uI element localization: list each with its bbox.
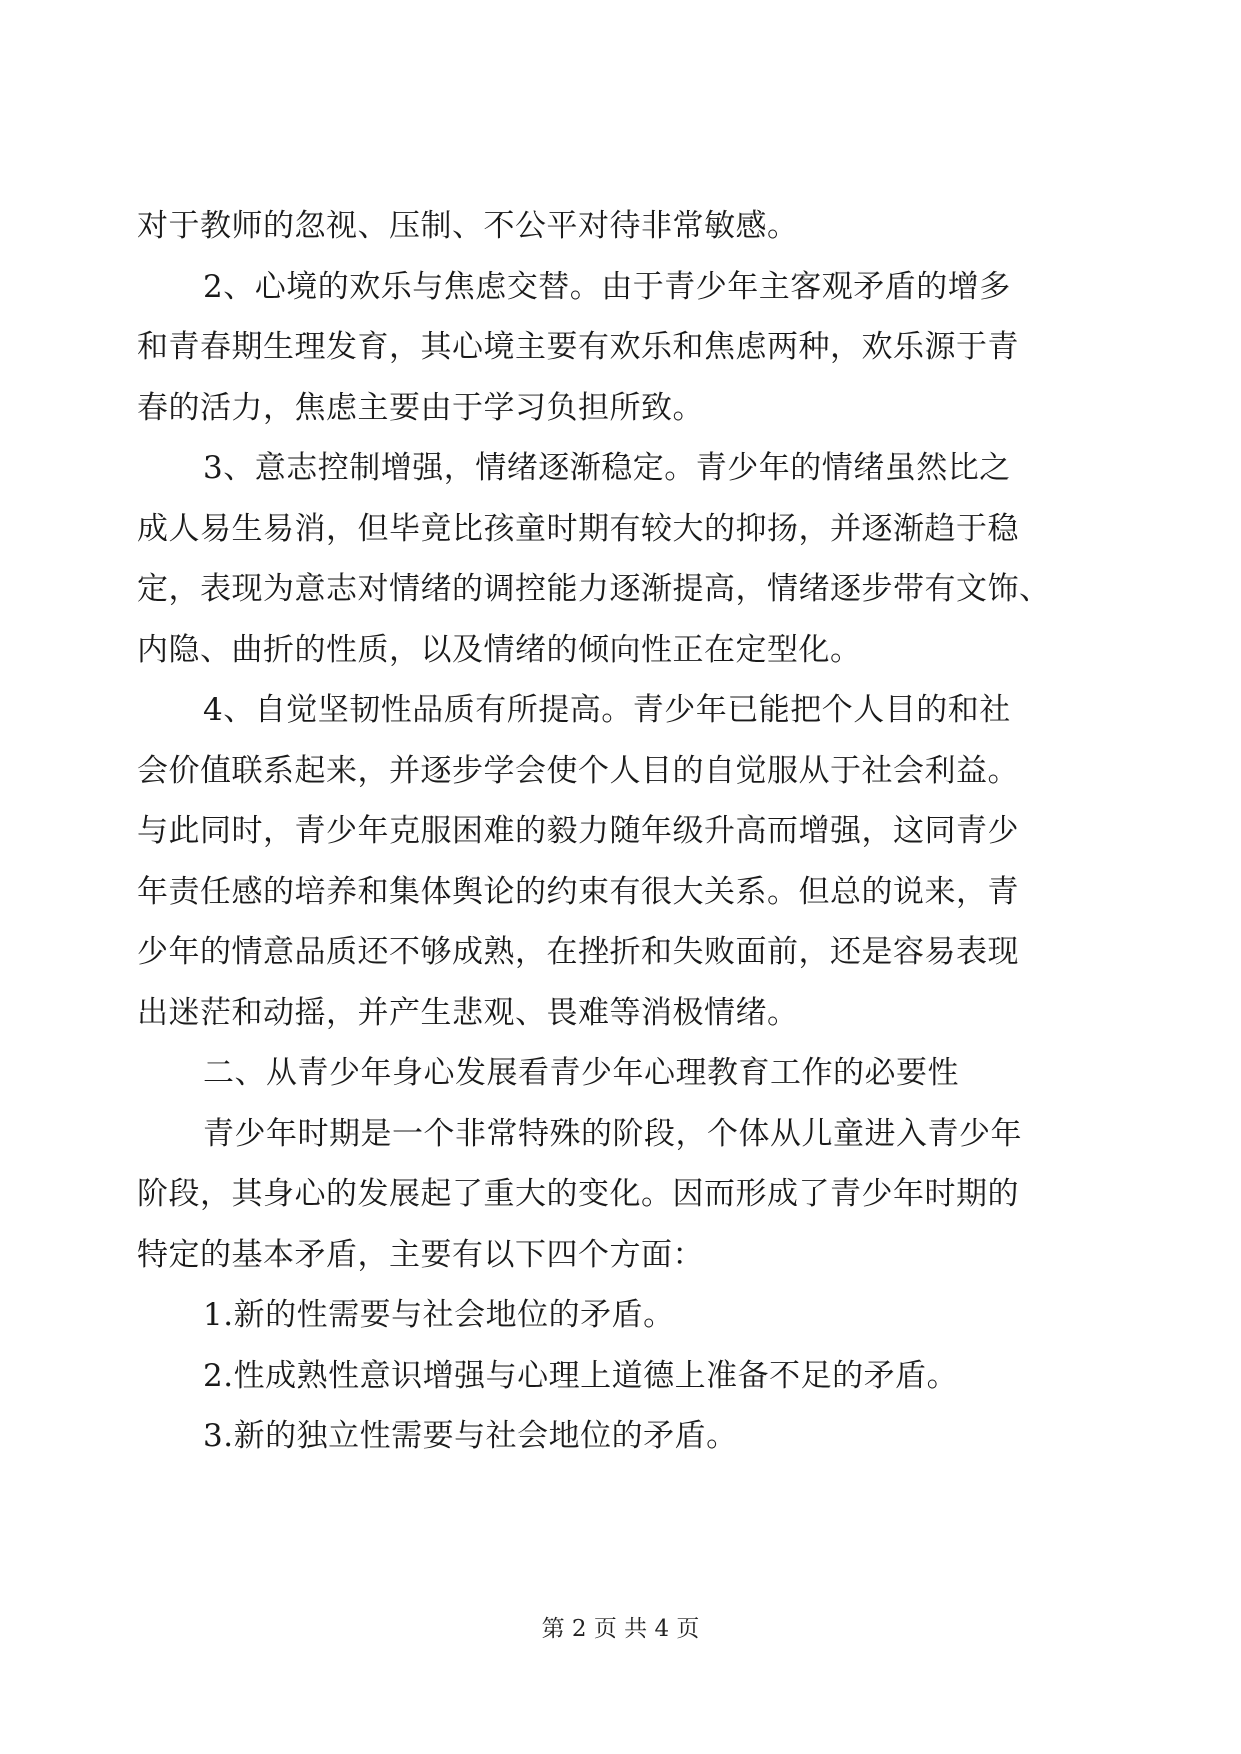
text-line: 与此同时，青少年克服困难的毅力随年级升高而增强，这同青少: [137, 813, 1019, 849]
list-item: 1.新的性需要与社会地位的矛盾。: [203, 1297, 675, 1333]
text-line: 少年的情意品质还不够成熟，在挫折和失败面前，还是容易表现: [137, 934, 1019, 970]
text-line: 年责任感的培养和集体舆论的约束有很大关系。但总的说来，青: [137, 873, 1019, 910]
text-line: 特定的基本矛盾，主要有以下四个方面：: [137, 1236, 704, 1273]
document-body: [137, 196, 1097, 1467]
text-line: 3、意志控制增强，情绪逐渐稳定。青少年的情绪虽然比之: [203, 450, 1011, 486]
text-line: 青少年时期是一个非常特殊的阶段，个体从儿童进入青少年: [203, 1115, 1022, 1152]
text-line: 对于教师的忽视、压制、不公平对待非常敏感。: [137, 208, 799, 244]
list-item: 3.新的独立性需要与社会地位的矛盾。: [203, 1418, 738, 1454]
text-line: 阶段，其身心的发展起了重大的变化。因而形成了青少年时期的: [137, 1176, 1019, 1212]
text-line: 成人易生易消，但毕竟比孩童时期有较大的抑扬，并逐渐趋于稳: [137, 510, 1019, 547]
text-line: 和青春期生理发育，其心境主要有欢乐和焦虑两种，欢乐源于青: [137, 329, 1019, 365]
text-line: 会价值联系起来，并逐步学会使个人目的自觉服从于社会利益。: [137, 752, 1019, 789]
text-line: 2、心境的欢乐与焦虑交替。由于青少年主客观矛盾的增多: [203, 268, 1011, 305]
section-heading: 二、从青少年身心发展看青少年心理教育工作的必要性: [203, 1055, 959, 1091]
text-line: 出迷茫和动摇，并产生悲观、畏难等消极情绪。: [137, 994, 799, 1031]
text-line: 内隐、曲折的性质，以及情绪的倾向性正在定型化。: [137, 631, 862, 668]
list-item: 2.性成熟性意识增强与心理上道德上准备不足的矛盾。: [203, 1357, 959, 1394]
page-number-footer: 第 2 页 共 4 页: [541, 1616, 700, 1642]
text-line: 4、自觉坚韧性品质有所提高。青少年已能把个人目的和社: [203, 692, 1011, 728]
text-line: 春的活力，焦虑主要由于学习负担所致。: [137, 389, 704, 426]
text-line: 定，表现为意志对情绪的调控能力逐渐提高，情绪逐步带有文饰、: [137, 571, 1051, 607]
